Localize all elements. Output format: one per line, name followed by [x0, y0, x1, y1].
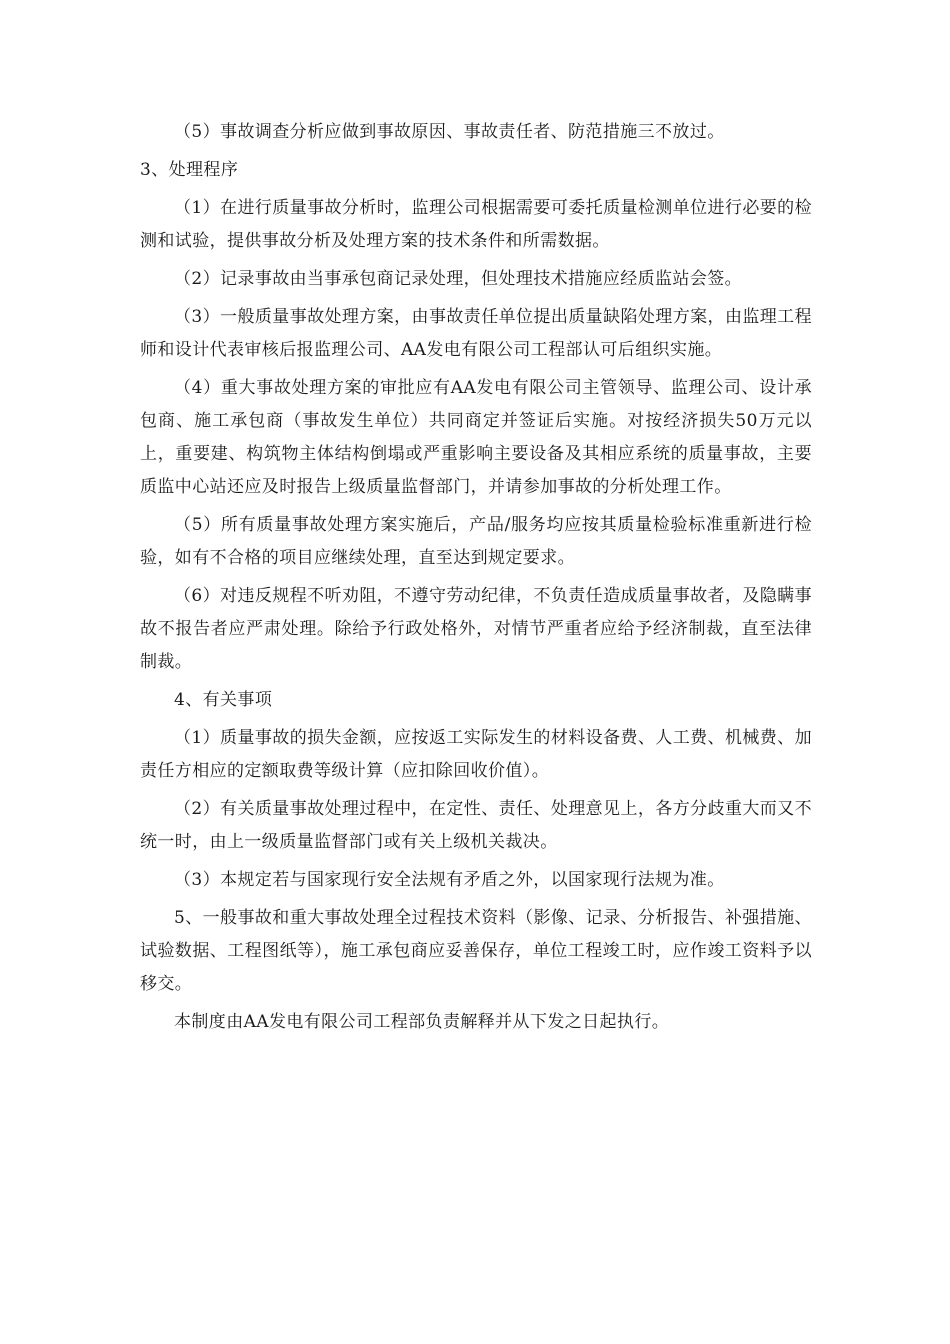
- section-5-paragraph: 5、一般事故和重大事故处理全过程技术资料（影像、记录、分析报告、补强措施、试验数据、工程图纸等），施工承包商应妥善保存，单位工程竣工时，应作竣工资料予以移交。: [140, 908, 812, 994]
- paragraph-4: （3）一般质量事故处理方案，由事故责任单位提出质量缺陷处理方案，由监理工程师和设计代表审核后报监理公司、AA发电有限公司工程部认可后组织实施。: [140, 307, 812, 360]
- section-heading-4: 4、有关事项: [174, 690, 273, 710]
- paragraph-9: （2）有关质量事故处理过程中，在定性、责任、处理意见上，各方分歧重大而又不统一时，由上一级质量监督部门或有关上级机关裁决。: [140, 799, 812, 852]
- paragraph-1: （5）事故调查分析应做到事故原因、事故责任者、防范措施三不放过。: [174, 122, 725, 142]
- paragraph-7: （6）对违反规程不听劝阻，不遵守劳动纪律，不负责任造成质量事故者，及隐瞒事故不报告者应严肃处理。除给予行政处格外，对情节严重者应给予经济制裁，直至法律制裁。: [140, 586, 812, 672]
- paragraph-8: （1）质量事故的损失金额，应按返工实际发生的材料设备费、人工费、机械费、加责任方相应的定额取费等级计算（应扣除回收价值）。: [140, 728, 812, 781]
- paragraph-10: （3）本规定若与国家现行安全法规有矛盾之外，以国家现行法规为准。: [174, 870, 725, 890]
- paragraph-5: （4）重大事故处理方案的审批应有AA发电有限公司主管领导、监理公司、设计承包商、施工承包商（事故发生单位）共同商定并签证后实施。对按经济损失50万元以上，重要建、构筑物主体结构倒塌或严重影响主要设备及其相应系统的质量事故，主要质监中心站还应及时报告上级质量监督部门，并请参加事故的分析处理工作。: [140, 378, 812, 497]
- paragraph-2: （1）在进行质量事故分析时，监理公司根据需要可委托质量检测单位进行必要的检测和试验，提供事故分析及处理方案的技术条件和所需数据。: [140, 198, 812, 251]
- document-body: [140, 116, 812, 1044]
- section-heading-3: 3、处理程序: [140, 160, 239, 180]
- closing-statement: 本制度由AA发电有限公司工程部负责解释并从下发之日起执行。: [174, 1012, 670, 1032]
- paragraph-6: （5）所有质量事故处理方案实施后，产品/服务均应按其质量检验标准重新进行检验，如有不合格的项目应继续处理，直至达到规定要求。: [140, 515, 812, 568]
- paragraph-3: （2）记录事故由当事承包商记录处理，但处理技术措施应经质监站会签。: [174, 269, 743, 289]
